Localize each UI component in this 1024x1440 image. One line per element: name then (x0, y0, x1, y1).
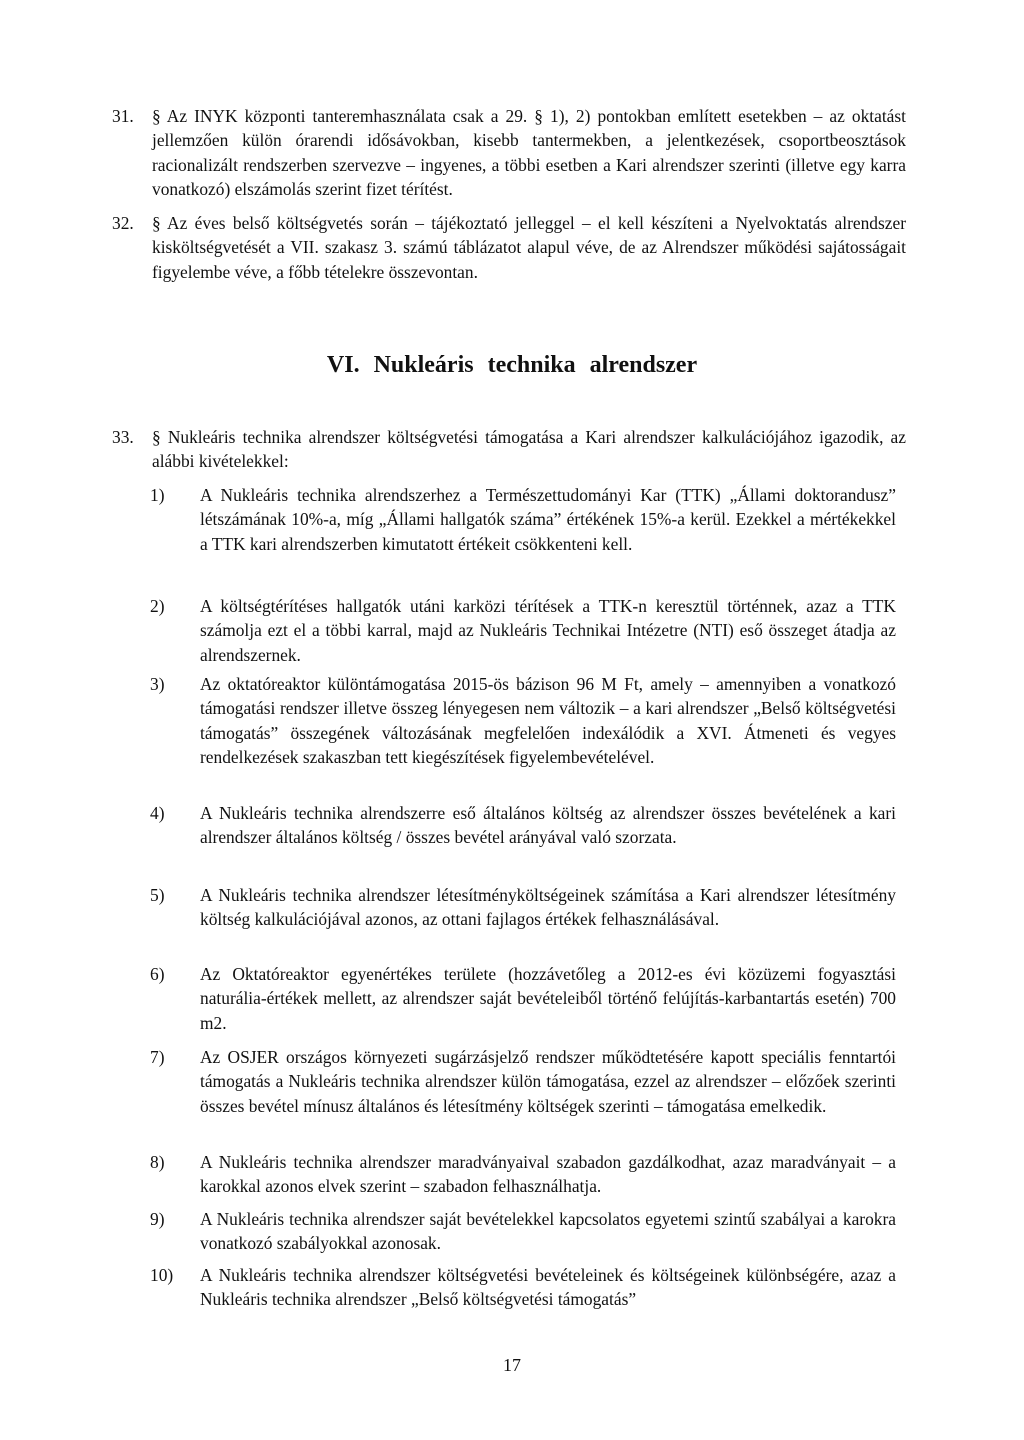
item-text: Az Oktatóreaktor egyenértékes területe (hozzávetőleg a 2012-es évi közüzemi fogyasztási naturália-értékek mellett, az alrendszer saját bevételeiből történő felújítás-karbantartás esetén) 700 m2. (200, 964, 896, 1033)
item-number: 1) (150, 485, 165, 505)
list-item (150, 883, 896, 932)
list-item (150, 672, 896, 770)
item-text: Az oktatóreaktor különtámogatása 2015-ös bázison 96 M Ft, amely – amennyiben a vonatkozó támogatási rendszer illetve összeg lényegesen nem változik – a kari alrendszer „Belső költségvetési támogatás” összegének változásának megfelelően indexálódik a XVI. Átmeneti és vegyes rendelkezések szakaszban tett kiegészítések figyelembevételével. (200, 674, 896, 768)
paragraph-31 (112, 104, 906, 202)
item-text: Az OSJER országos környezeti sugárzásjelző rendszer működtetésére kapott speciális fenntartói támogatás a Nukleáris technika alrendszer külön támogatása, ezzel az alrendszer – előzőek szerinti összes bevétel mínusz általános és létesítmény költségek szerinti – támogatása emelkedik. (200, 1047, 896, 1116)
paragraph-number: 33. (112, 427, 134, 447)
list-item (150, 1263, 896, 1312)
section-heading (0, 352, 1024, 379)
paragraph-number: 31. (112, 106, 134, 126)
item-number: 10) (150, 1265, 174, 1285)
item-number: 9) (150, 1209, 165, 1229)
item-number: 2) (150, 596, 165, 616)
item-number: 7) (150, 1047, 165, 1067)
page-number: 17 (503, 1355, 521, 1375)
paragraph-text: § Az éves belső költségvetés során – tájékoztató jelleggel – el kell készíteni a Nyelvoktatás alrendszer kisköltségvetését a VII. szakasz 3. számú táblázatot alapul véve, de az Alrendszer működési sajátosságait figyelembe véve, a főbb tételekre összevontan. (152, 213, 906, 282)
list-item (150, 1045, 896, 1118)
item-number: 5) (150, 885, 165, 905)
item-text: A Nukleáris technika alrendszer költségvetési bevételeinek és költségeinek különbségére, azaz a Nukleáris technika alrendszer „Belső költségvetési támogatás” (200, 1265, 896, 1310)
paragraph-33 (112, 425, 906, 474)
item-text: A költségtérítéses hallgatók utáni karközi térítések a TTK-n keresztül történnek, azaz a TTK számolja ezt el a többi karral, majd az Nukleáris Technikai Intézetre (NTI) eső összeget átadja az alrendszernek. (200, 596, 896, 665)
item-text: A Nukleáris technika alrendszer saját bevételekkel kapcsolatos egyetemi szintű szabályai a karokra vonatkozó szabályokkal azonosak. (200, 1209, 896, 1254)
list-item (150, 594, 896, 667)
item-number: 8) (150, 1152, 165, 1172)
list-item (150, 1207, 896, 1256)
list-item (150, 1150, 896, 1199)
paragraph-text: § Az INYK központi tanteremhasználata csak a 29. § 1), 2) pontokban említett esetekben – az oktatást jellemzően külön órarendi idősávokban, kisebb tantermekben, a jelentkezések, csoportbeosztások racionalizált rendszerben szervezve – ingyenes, a többi esetben a Kari alrendszer szerinti (illetve egy karra vonatkozó) elszámolás szerint fizet térítést. (152, 106, 906, 200)
list-item (150, 962, 896, 1035)
item-text: A Nukleáris technika alrendszerre eső általános költség az alrendszer összes bevételének a kari alrendszer általános költség / összes bevétel arányával való szorzata. (200, 803, 896, 848)
paragraph-text: § Nukleáris technika alrendszer költségvetési támogatása a Kari alrendszer kalkulációjához igazodik, az alábbi kivételekkel: (152, 427, 906, 472)
item-text: A Nukleáris technika alrendszer létesítményköltségeinek számítása a Kari alrendszer létesítmény költség kalkulációjával azonos, az ottani fajlagos értékek felhasználásával. (200, 885, 896, 930)
paragraph-32 (112, 211, 906, 284)
item-number: 3) (150, 674, 165, 694)
item-number: 4) (150, 803, 165, 823)
list-item (150, 483, 896, 556)
item-text: A Nukleáris technika alrendszerhez a Természettudományi Kar (TTK) „Állami doktorandusz” létszámának 10%-a, míg „Állami hallgatók száma” értékének 15%-a kerül. Ezekkel a mértékekkel a TTK kari alrendszerben kimutatott értékeit csökkenteni kell. (200, 485, 896, 554)
section-title: Nukleáris technika alrendszer (373, 352, 698, 378)
list-item (150, 801, 896, 850)
paragraph-number: 32. (112, 213, 134, 233)
item-text: A Nukleáris technika alrendszer maradványaival szabadon gazdálkodhat, azaz maradványait – a karokkal azonos elvek szerint – szabadon felhasználhatja. (200, 1152, 896, 1197)
section-roman: VI. (326, 352, 360, 378)
item-number: 6) (150, 964, 165, 984)
